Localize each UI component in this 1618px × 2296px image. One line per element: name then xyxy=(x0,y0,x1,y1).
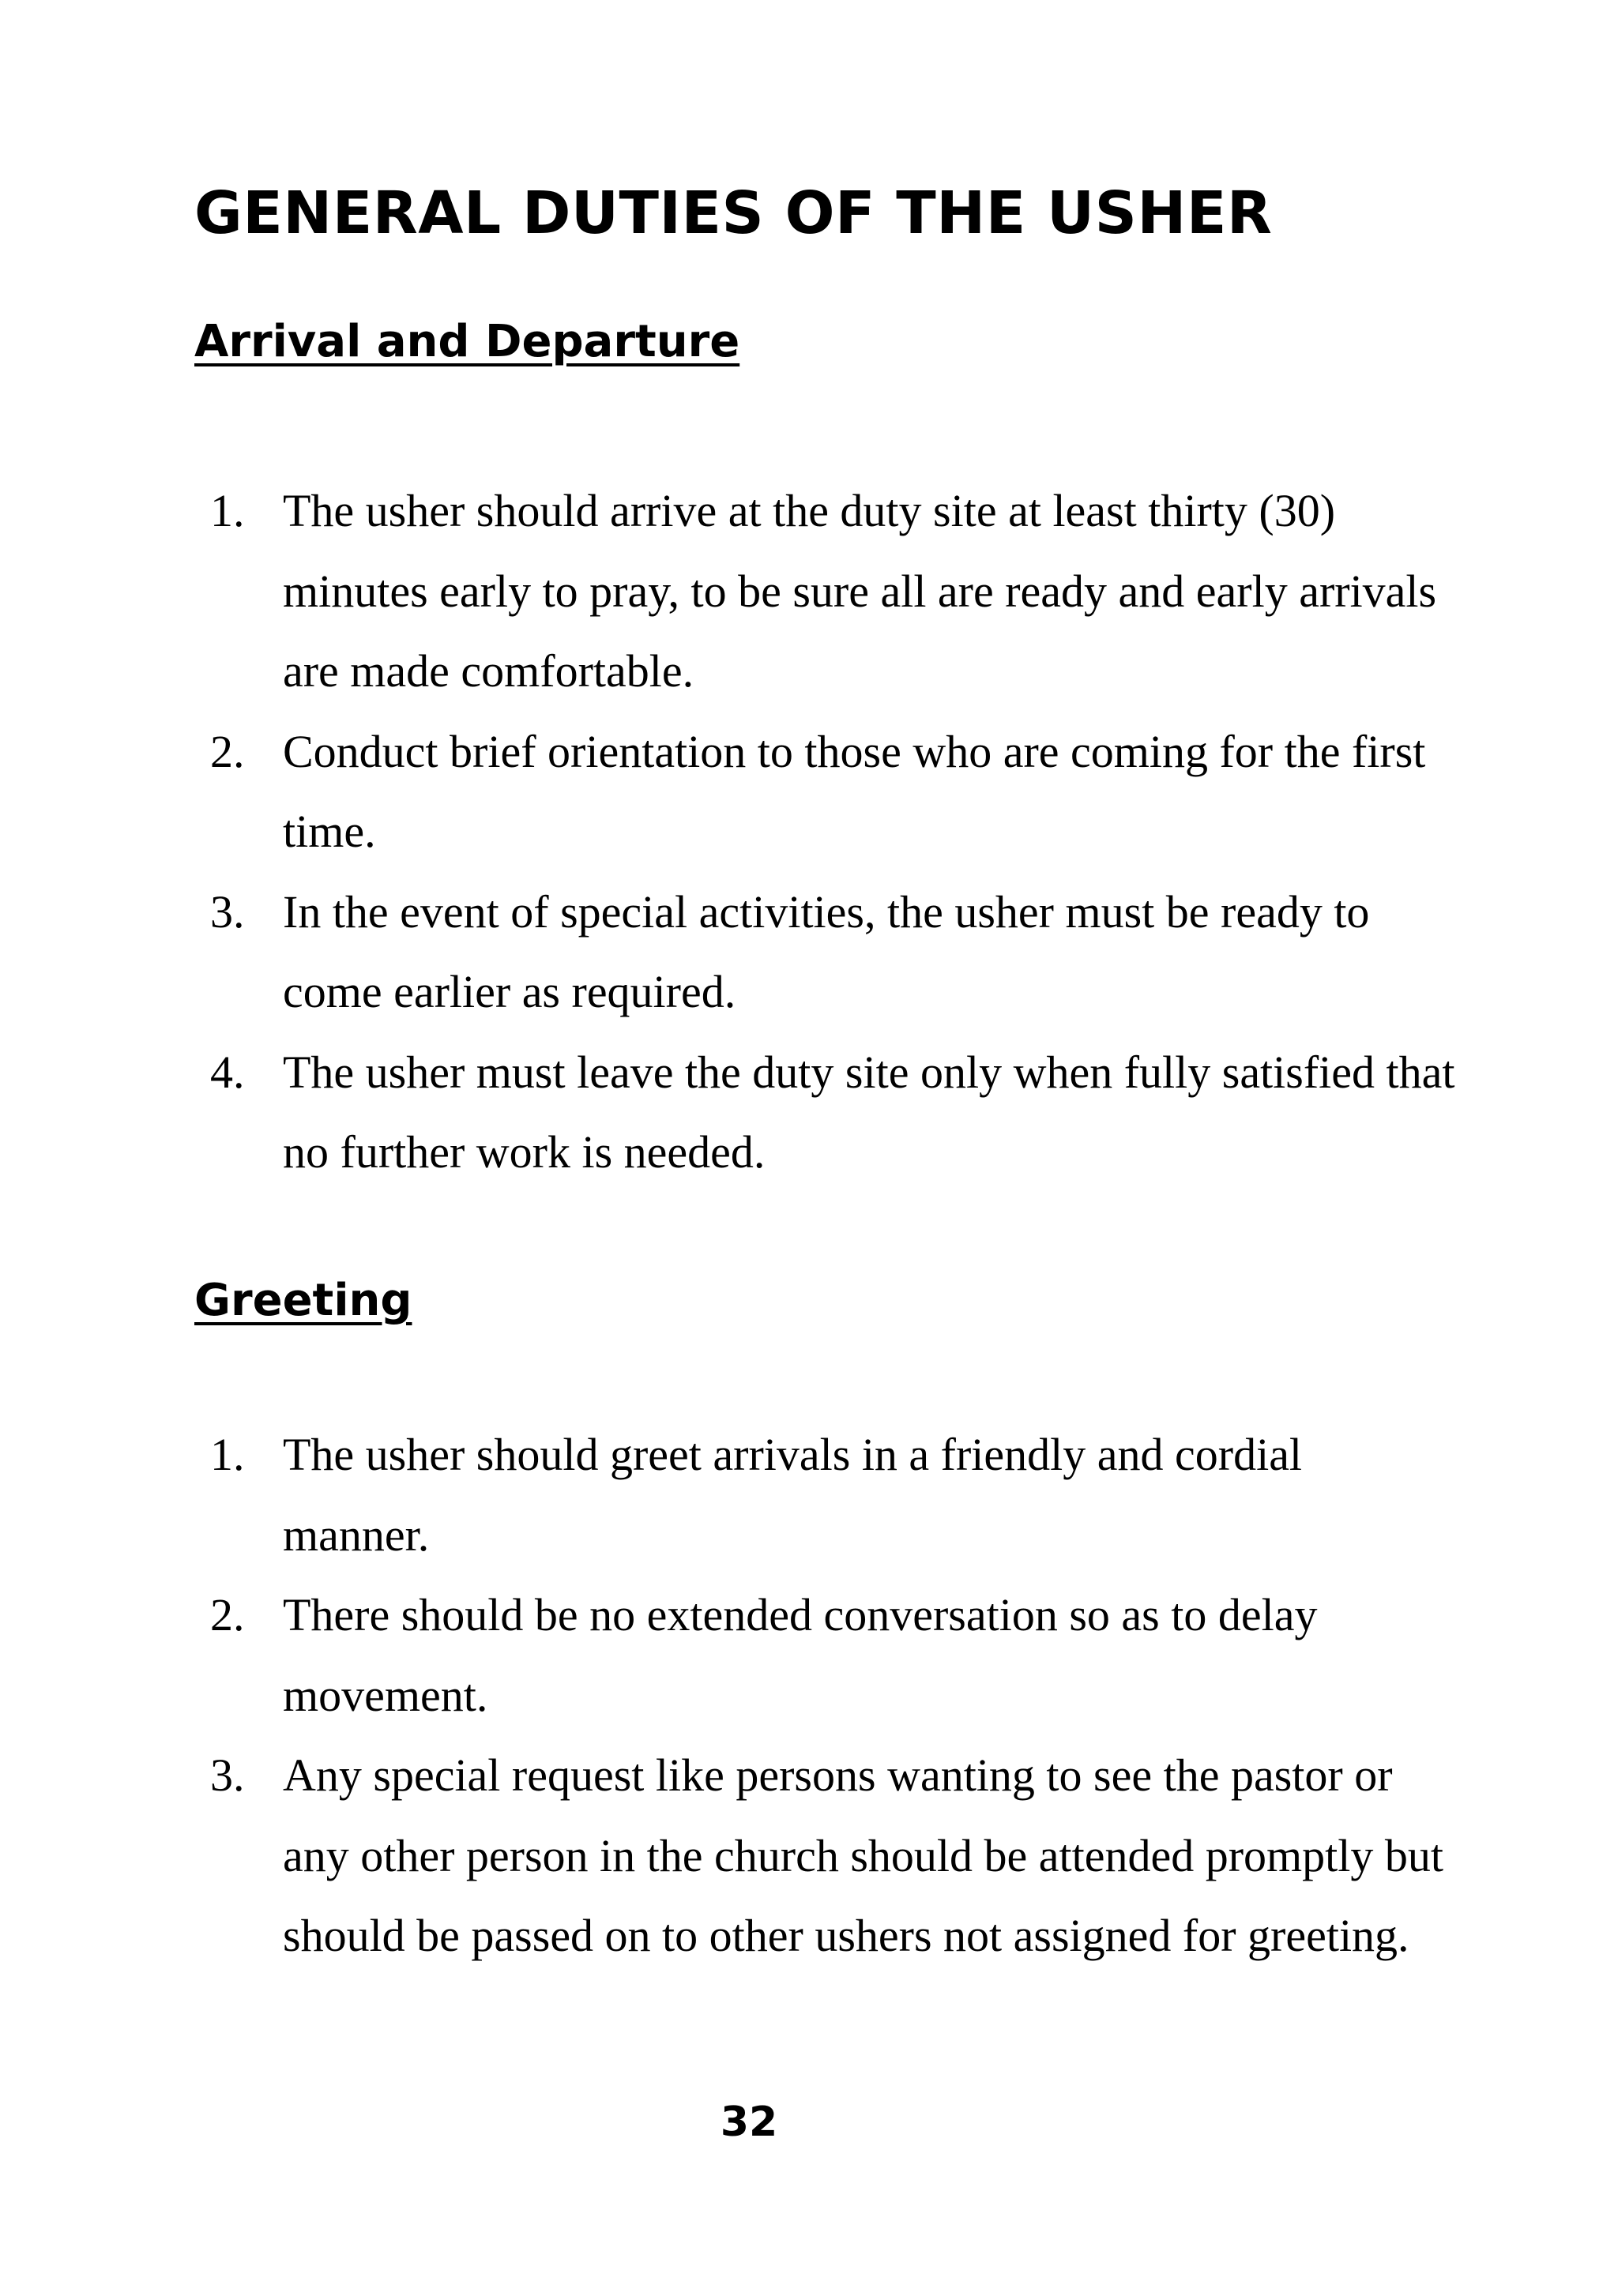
section-heading-arrival-departure: Arrival and Departure xyxy=(194,316,740,367)
list-item-text: The usher must leave the duty site only when fully satisfied that no further work is needed. xyxy=(283,1046,1455,1178)
list-item xyxy=(194,1575,1458,1735)
page-number: 32 xyxy=(720,2099,778,2146)
list-item-number: 2. xyxy=(210,1589,245,1640)
list-item-text: Any special request like persons wanting to see the pastor or any other person in the church should be attended promptly but should be passed on to other ushers not assigned for greeting. xyxy=(283,1749,1443,1961)
list-item xyxy=(194,1735,1458,1976)
list-item-text: The usher should arrive at the duty site at least thirty (30) minutes early to pray, to be sure all are ready and early arrivals are made comfortable. xyxy=(283,485,1437,697)
list-item xyxy=(194,1032,1458,1193)
list-item-text: Conduct brief orientation to those who are coming for the first time. xyxy=(283,725,1426,857)
list-item-text: The usher should greet arrivals in a friendly and cordial manner. xyxy=(283,1429,1303,1561)
list-item xyxy=(194,872,1458,1032)
list-item-number: 1. xyxy=(210,1429,245,1480)
arrival-departure-list xyxy=(194,471,1458,1193)
list-item xyxy=(194,471,1458,712)
list-item-number: 1. xyxy=(210,485,245,536)
list-item-number: 3. xyxy=(210,885,245,938)
list-item xyxy=(194,1415,1458,1575)
list-item-text: In the event of special activities, the usher must be ready to come earlier as required. xyxy=(283,885,1370,1017)
list-item-number: 2. xyxy=(210,725,245,777)
page-title: GENERAL DUTIES OF THE USHER xyxy=(194,179,1273,247)
list-item-number: 3. xyxy=(210,1749,245,1801)
list-item xyxy=(194,712,1458,872)
section-heading-greeting: Greeting xyxy=(194,1275,412,1326)
list-item-text: There should be no extended conversation so as to delay movement. xyxy=(283,1589,1318,1721)
list-item-number: 4. xyxy=(210,1046,245,1098)
greeting-list xyxy=(194,1415,1458,1976)
